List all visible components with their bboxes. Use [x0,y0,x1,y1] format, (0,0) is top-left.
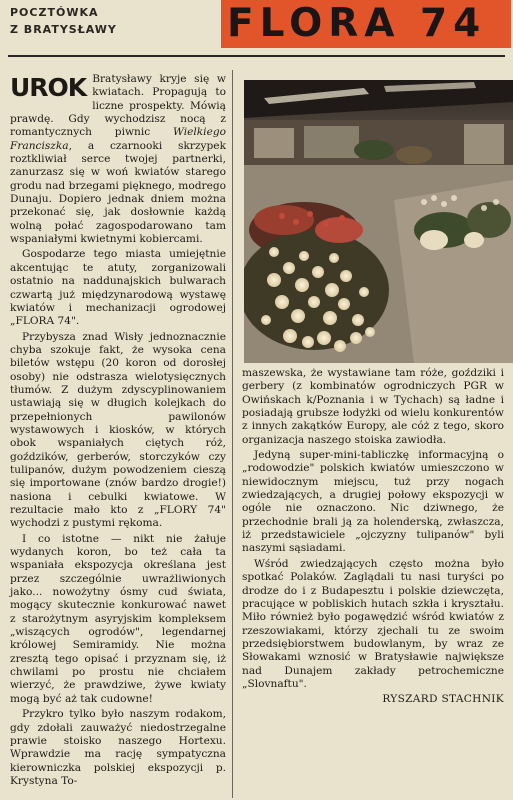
kicker-line-2: Z BRATYSŁAWY [10,23,117,36]
article-title: FLORA 74 [227,1,487,46]
p1-emphasis: Wielkiego Franciszka [10,126,226,152]
paragraph-6: maszewska, że wystawiane tam róże, goździki i gerbery (z kombinatów ogrodniczych PGR w Owińskach k/Poznania i w Tychach) są ładne i posiadają grubsze łodyżki od wielu konkurentów z innych zakątków Europy, ale cóż z tego, skoro organizacja naszego stoiska zawiodła. [242,367,504,446]
column-divider [232,70,233,798]
header-rule [8,55,505,57]
article-column-right [242,367,504,707]
paragraph-5: Przykro tylko było naszym rodakom, gdy zdołali zauważyć niedostrzegalne prawie stoisko naszego Hortexu. Wprawdzie ma rację sympatyczna kierowniczka polskiej ekspozycji p. Krystyna To- [10,708,226,787]
article-column-left [10,73,226,790]
flower-exhibition-photo [244,80,513,363]
paragraph-7: Jedyną super-mini-tabliczkę informacyjną o „rodowodzie" polskich kwiatów umieszczono w niewidocznym miejscu, tuż przy nogach zwiedzających, a drugiej połowy ekspozycji w ogóle nie oznaczono. Nic dziwnego, że przechodnie brali ją za holenderską, zwłaszcza, iż przedstawiciele „ojczyzny tulipanów" byli naszymi sąsiadami. [242,449,504,555]
paragraph-8: Wśród zwiedzających często można było spotkać Polaków. Zaglądali tu nasi turyści po drodze do i z Budapesztu i polskie dziewczęta, pracujące w pobliskich hutach szkła i kryształu. Miło również było pogawędzić wśród kwiatów z rzeszowiakami, którzy zjechali tu ze swoim przedsiębiorstwem budowlanym, by wraz ze Słowakami wznosić w Bratysławie największe nad Dunajem zakłady petrochemiczne „Slovnaftu". [242,557,504,690]
p1-part-a: Bratysławy kryje się w kwiatach. Propagują to liczne prospekty. Mówią prawdę. Gdy wychodzisz nocą z romantycznych piwnic [10,73,226,139]
author-signature: RYSZARD STACHNIK [382,693,504,706]
kicker-line-1: POCZTÓWKA [10,6,99,19]
section-kicker [10,4,210,38]
p1-part-b: , a czarnooki skrzypek roztkliwiał serce twojej partnerki, zanurzasz się w woń kwiatów starego grodu nad brzegami pięknego, modrego Dunaju. Dopiero jednak dniem można przekonać się, jak dosłownie każdą wolną połać zagospodarowano tam wspaniałymi kwietnymi kobiercami. [10,139,226,246]
dropcap: UROK [10,73,87,102]
paragraph-2: Gospodarze tego miasta umiejętnie akcentując te atuty, zorganizowali ostatnio na naddunajskich bulwarach czwartą już międzynarodową wystawę kwiatów i mechanizacji ogrodowej „FLORA 74". [10,248,226,328]
paragraph-3: Przybysza znad Wisły jednoznacznie chyba szokuje fakt, że wysoka cena biletów wstępu (20 koron od dorosłej osoby) nie odstrasza wielotysięcznych tłumów. Z dużym zdyscyplinowaniem ustawiają się w długich kolejkach do przepełnionych pawilonów wystawowych i kiosków, w których obok wspaniałych ciętych róż, goździków, gerberów, storczyków czy tulipanów, dużym powodzeniem cieszą się importowane (znów bardzo drogie!) nasiona i cebulki kwiatowe. W rezultacie mało kto z „FLORY 74" wychodzi z pustymi rękoma. [10,330,226,530]
paragraph-1 [10,73,226,246]
paragraph-4: I co istotne — nikt nie żałuje wydanych koron, bo też cała ta wspaniała ekspozycja określana jest przez szczególnie uwrażliwionych jako... nowożytny ósmy cud świata, mogący skutecznie konkurować nawet z starożytnym asyryjskim kompleksem „wiszących ogrodów", legendarnej królowej Semiramidy. Nie można zresztą tego opisać i przyznam się, iż chwilami po prostu nie chciałem wierzyć, że prawdziwe, żywe kwiaty mogą być aż tak cudowne! [10,532,226,705]
